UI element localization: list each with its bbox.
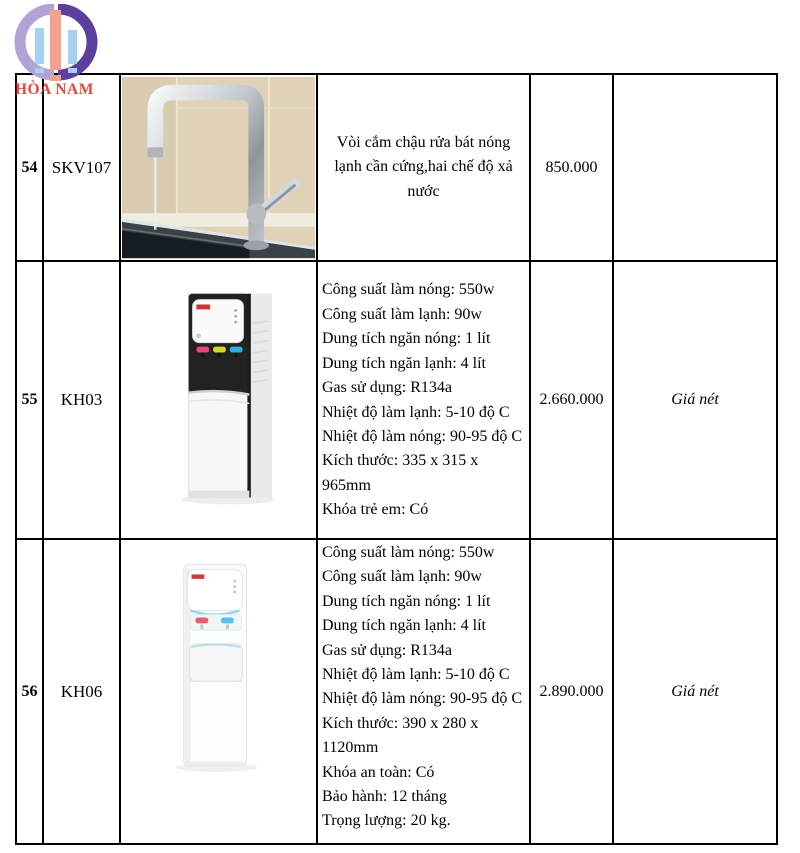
table-row bbox=[16, 74, 777, 261]
note-cell: Giá nét bbox=[613, 261, 777, 539]
table-row bbox=[16, 261, 777, 539]
hoa-nam-logo-emblem bbox=[8, 4, 104, 84]
kitchen-faucet-photo bbox=[122, 76, 315, 259]
price-table bbox=[15, 73, 778, 845]
row-number-cell: 56 bbox=[16, 539, 43, 844]
price-cell: 2.660.000 bbox=[530, 261, 613, 539]
product-code-cell: KH03 bbox=[43, 261, 120, 539]
table-row bbox=[16, 539, 777, 844]
product-description: Vòi cắm chậu rửa bát nóng lạnh cần cứng,hai chế độ xả nước bbox=[334, 133, 513, 200]
row-number-cell: 54 bbox=[16, 74, 43, 261]
water-dispenser-kh06-photo bbox=[122, 541, 315, 842]
product-image-cell bbox=[120, 261, 317, 539]
product-description-cell bbox=[317, 261, 530, 539]
product-code-cell: KH06 bbox=[43, 539, 120, 844]
product-description: Công suất làm nóng: 550w Công suất làm lạnh: 90w Dung tích ngăn nóng: 1 lít Dung tích ngăn lạnh: 4 lít Gas sử dụng: R134a Nhiệt độ làm lạnh: 5-10 độ C Nhiệt độ làm nóng: 90-95 độ C Kích thước: 335 x 315 x 965mm Khóa trẻ em: Có bbox=[322, 281, 522, 519]
product-description-cell bbox=[317, 539, 530, 844]
logo-text: HÒA NAM bbox=[15, 81, 94, 98]
product-image-cell bbox=[120, 539, 317, 844]
product-image-cell bbox=[120, 74, 317, 261]
product-code-cell: SKV107 bbox=[43, 74, 120, 261]
note-cell: Giá nét bbox=[613, 539, 777, 844]
price-cell: 850.000 bbox=[530, 74, 613, 261]
product-description: Công suất làm nóng: 550w Công suất làm lạnh: 90w Dung tích ngăn nóng: 1 lít Dung tích ngăn lạnh: 4 lít Gas sử dụng: R134a Nhiệt độ làm lạnh: 5-10 độ C Nhiệt độ làm nóng: 90-95 độ C Kích thước: 390 x 280 x 1120mm Khóa an toàn: Có Bảo hành: 12 tháng Trọng lượng: 20 kg. bbox=[322, 544, 522, 830]
note-cell bbox=[613, 74, 777, 261]
hoa-nam-logo bbox=[8, 4, 108, 99]
water-dispenser-kh03-photo bbox=[122, 263, 315, 537]
row-number-cell: 55 bbox=[16, 261, 43, 539]
product-description-cell bbox=[317, 74, 530, 261]
price-cell: 2.890.000 bbox=[530, 539, 613, 844]
